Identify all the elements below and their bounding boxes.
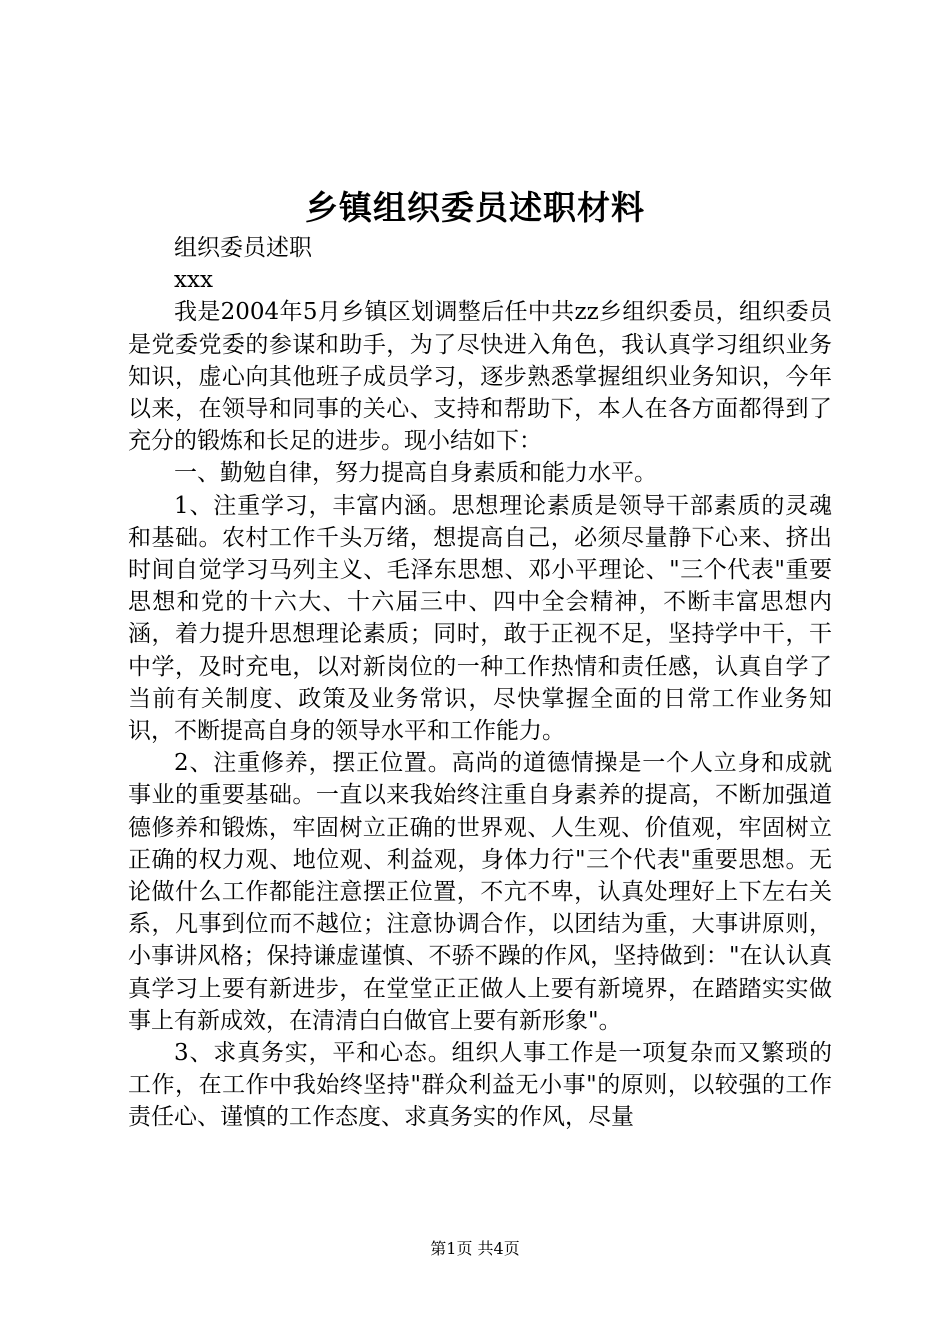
section-heading-1: 一、勤勉自律，努力提高自身素质和能力水平。 <box>174 460 657 487</box>
paragraph-item-1: 1、注重学习，丰富内涵。思想理论素质是领导干部素质的灵魂和基础。农村工作千头万绪，想提高自己，必须尽量静下心来、挤出时间自觉学习马列主义、毛泽东思想、邓小平理论、"三个代表"重要思想和党的十六大、十六届三中、四中全会精神，不断丰富思想内涵，着力提升思想理论素质；同时，敢于正视不足，坚持学中干，干中学，及时充电，以对新岗位的一种工作热情和责任感，认真自学了当前有关制度、政策及业务常识，尽快掌握全面的日常工作业务知识，不断提高自身的领导水平和工作能力。 <box>128 492 832 745</box>
paragraph-item-2: 2、注重修养，摆正位置。高尚的道德情操是一个人立身和成就事业的重要基础。一直以来我始终注重自身素养的提高，不断加强道德修养和锻炼，牢固树立正确的世界观、人生观、价值观，牢固树立正确的权力观、地位观、利益观，身体力行"三个代表"重要思想。无论做什么工作都能注意摆正位置，不亢不卑，认真处理好上下左右关系，凡事到位而不越位；注意协调合作，以团结为重，大事讲原则，小事讲风格；保持谦虚谨慎、不骄不躁的作风，坚持做到："在认认真真学习上要有新进步，在堂堂正正做人上要有新境界，在踏踏实实做事上有新成效，在清清白白做官上要有新形象"。 <box>128 750 832 1034</box>
paragraph-intro: 我是2004年5月乡镇区划调整后任中共zz乡组织委员，组织委员是党委党委的参谋和助手，为了尽快进入角色，我认真学习组织业务知识，虚心向其他班子成员学习，逐步熟悉掌握组织业务知识，今年以来，在领导和同事的关心、支持和帮助下，本人在各方面都得到了充分的锻炼和长足的进步。现小结如下： <box>128 299 832 455</box>
paragraph-item-3: 3、求真务实，平和心态。组织人事工作是一项复杂而又繁琐的工作，在工作中我始终坚持"群众利益无小事"的原则，以较强的工作责任心、谨慎的工作态度、求真务实的作风，尽量 <box>128 1040 832 1131</box>
document-title: 乡镇组织委员述职材料 <box>305 188 645 227</box>
document-body <box>128 232 832 1134</box>
paragraph-author: xxx <box>174 267 213 294</box>
paragraph-heading: 组织委员述职 <box>174 235 312 261</box>
page-footer: 第1页 共4页 <box>430 1239 520 1258</box>
